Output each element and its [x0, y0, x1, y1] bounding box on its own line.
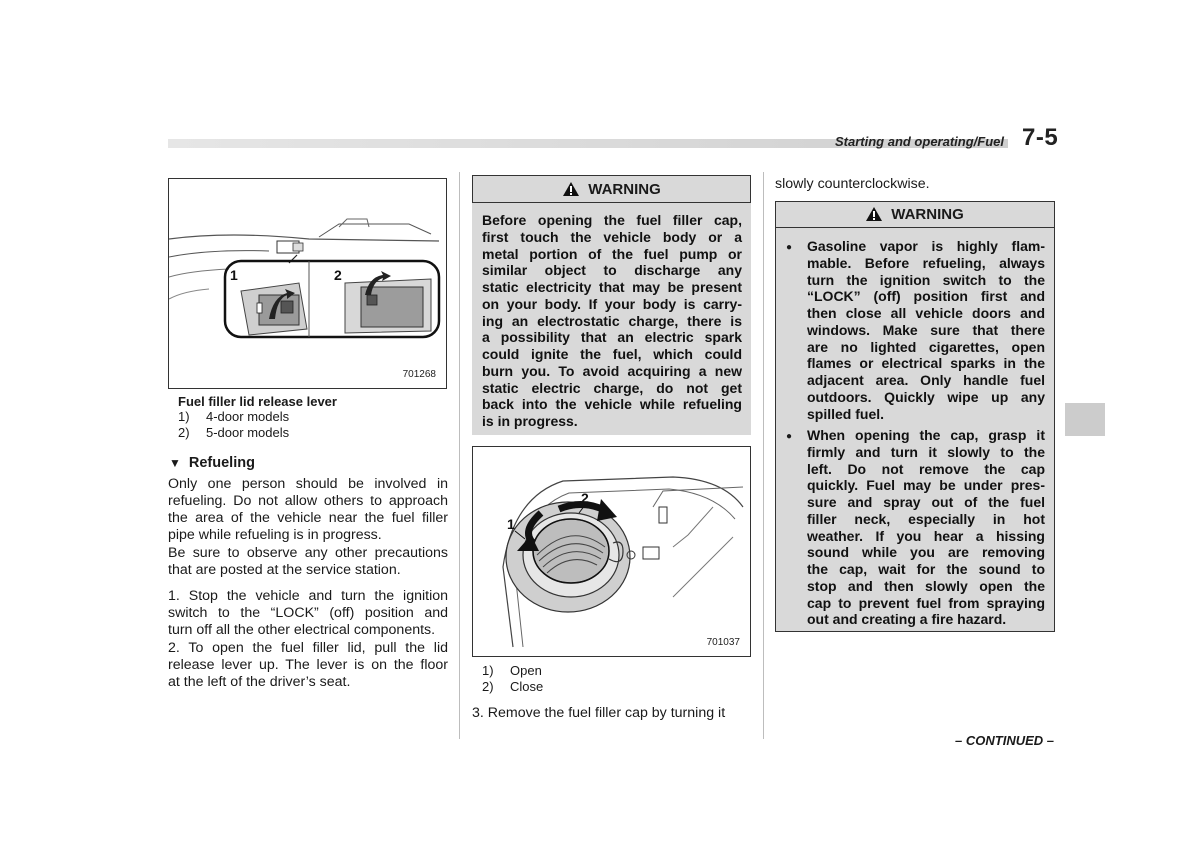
- page-number: 7-5: [1022, 124, 1059, 151]
- warning-header: [775, 201, 1055, 228]
- text-line: static electric charge, do not get: [482, 379, 742, 396]
- caption-item: [178, 425, 289, 441]
- text-line: 1. Stop the vehicle and turn the ignition: [168, 588, 448, 604]
- callout-2: 2: [334, 267, 342, 283]
- text-line: windows. Make sure that there: [807, 321, 1045, 338]
- bullet-icon: ●: [786, 431, 793, 442]
- text-line: on your body. If your body is carry-: [482, 295, 742, 312]
- section-heading: [169, 455, 255, 471]
- callout-1: 1: [507, 516, 515, 532]
- text-line: out and creating a fire hazard.: [807, 611, 1007, 628]
- text-line: cap to prevent fuel from spraying: [807, 594, 1045, 611]
- text-line: sound while you are removing: [807, 544, 1045, 561]
- column-divider: [459, 172, 460, 739]
- warning-box-gasoline: [775, 201, 1055, 632]
- text-line: outdoors. Quickly wipe up any: [807, 388, 1045, 405]
- text-line: Be sure to observe any other precautions: [168, 545, 448, 561]
- text-line: first touch the vehicle body or a: [482, 228, 742, 245]
- warning-header: [472, 175, 751, 203]
- text-line: refueling. Do not allow others to approach: [168, 493, 448, 509]
- text-line: could ignite the fuel, which could: [482, 346, 742, 362]
- paragraph-refueling-1: [168, 476, 448, 544]
- text-line: adjacent area. Only handle fuel: [807, 372, 1045, 388]
- fuel-cap-illustration: [473, 447, 749, 655]
- paragraph-refueling-2: [168, 545, 448, 579]
- text-line: Only one person should be involved in: [168, 476, 448, 492]
- warning-triangle-icon: [865, 206, 883, 222]
- text-line: “LOCK” (off) position first and: [807, 288, 1045, 305]
- caption-item: [482, 663, 542, 679]
- text-line: spilled fuel.: [807, 405, 885, 422]
- text-line: filler neck, especially in hot: [807, 510, 1045, 527]
- warning-text: [482, 212, 742, 430]
- text-line: back into the vehicle while refueling: [482, 396, 742, 413]
- text-line: similar object to discharge any: [482, 262, 742, 279]
- text-line: 2. To open the fuel filler lid, pull the lid: [168, 640, 448, 656]
- column-divider: [763, 172, 764, 739]
- callout-2: 2: [581, 490, 589, 506]
- text-line: metal portion of the fuel pump or: [482, 245, 742, 262]
- text-line: a possibility that an electric spark: [482, 329, 742, 346]
- text-line: firmly and turn it slowly to the: [807, 443, 1045, 460]
- step-3: 3. Remove the fuel filler cap by turning it: [472, 705, 726, 721]
- step-1: [168, 588, 448, 639]
- release-lever-illustration: [169, 179, 445, 387]
- text-line: static electricity that may be present: [482, 279, 742, 295]
- text-line: the area of the vehicle near the fuel filler: [168, 510, 448, 526]
- text-line: flames or electrical sparks in the: [807, 355, 1045, 372]
- text-line: pipe while refueling is in progress.: [168, 527, 382, 543]
- text-line: then close all vehicle doors and: [807, 305, 1045, 321]
- caption-item-text: 4-door models: [206, 409, 290, 424]
- text-line: are no lighted cigarettes, open: [807, 338, 1045, 355]
- text-line: that are posted at the service station.: [168, 562, 401, 578]
- text-line: sure and spray out of the fuel: [807, 494, 1045, 510]
- callout-1: 1: [230, 267, 238, 283]
- text-line: the cap, wait for the sound to: [807, 561, 1045, 577]
- warning-triangle-icon: [562, 181, 580, 197]
- section-title: Starting and operating/Fuel: [834, 134, 1004, 149]
- text-line: left. Do not remove the cap: [807, 460, 1045, 477]
- text-line: Before opening the fuel filler cap,: [482, 212, 742, 228]
- caption-item-number: 2): [482, 679, 494, 694]
- text-line: turn off all the other electrical components.: [168, 622, 436, 638]
- section-heading-text: Refueling: [188, 455, 255, 471]
- text-line: weather. If you hear a hissing: [807, 527, 1045, 544]
- text-line: switch to the “LOCK” (off) position and: [168, 605, 448, 621]
- caption-item-number: 2): [178, 425, 190, 440]
- text-line: ing an electrostatic charge, there is: [482, 312, 742, 329]
- text-line: mable. Before refueling, always: [807, 254, 1045, 271]
- text-line: release lever up. The lever is on the floor: [168, 657, 448, 673]
- text-line: When opening the cap, grasp it: [807, 427, 1045, 443]
- continued-footer: – CONTINUED –: [955, 733, 1054, 748]
- figure-code: 701037: [706, 637, 740, 648]
- text-line: turn the ignition switch to the: [807, 271, 1045, 288]
- figure-release-lever: [168, 178, 447, 389]
- text-line: quickly. Fuel may be under pres-: [807, 477, 1045, 494]
- warning-bullet-2: [807, 427, 1045, 628]
- caption-item-text: 5-door models: [206, 425, 290, 440]
- caption-item-number: 1): [482, 663, 494, 678]
- caption-item-number: 1): [178, 409, 190, 424]
- text-line: burn you. To avoid acquiring a new: [482, 362, 742, 379]
- step-3-continued: slowly counterclockwise.: [775, 176, 930, 192]
- chapter-tab: [1065, 403, 1105, 436]
- figure-code: 701268: [402, 369, 436, 380]
- warning-bullet-1: [807, 238, 1045, 422]
- text-line: is in progress.: [482, 413, 578, 429]
- triangle-down-icon: ▼: [169, 456, 181, 470]
- caption-item-text: Close: [510, 679, 544, 694]
- figure-fuel-cap: [472, 446, 751, 657]
- warning-title: WARNING: [588, 180, 661, 198]
- figure-caption-title: Fuel filler lid release lever: [178, 394, 337, 409]
- text-line: Gasoline vapor is highly flam-: [807, 238, 1045, 254]
- warning-box-static: [472, 175, 751, 435]
- step-2: [168, 640, 448, 691]
- caption-item: [482, 679, 543, 695]
- text-line: stop and then slowly open the: [807, 577, 1045, 594]
- warning-title: WARNING: [891, 205, 964, 223]
- text-line: at the left of the driver’s seat.: [168, 674, 351, 690]
- bullet-icon: ●: [786, 242, 793, 253]
- caption-item-text: Open: [510, 663, 542, 678]
- caption-item: [178, 409, 289, 425]
